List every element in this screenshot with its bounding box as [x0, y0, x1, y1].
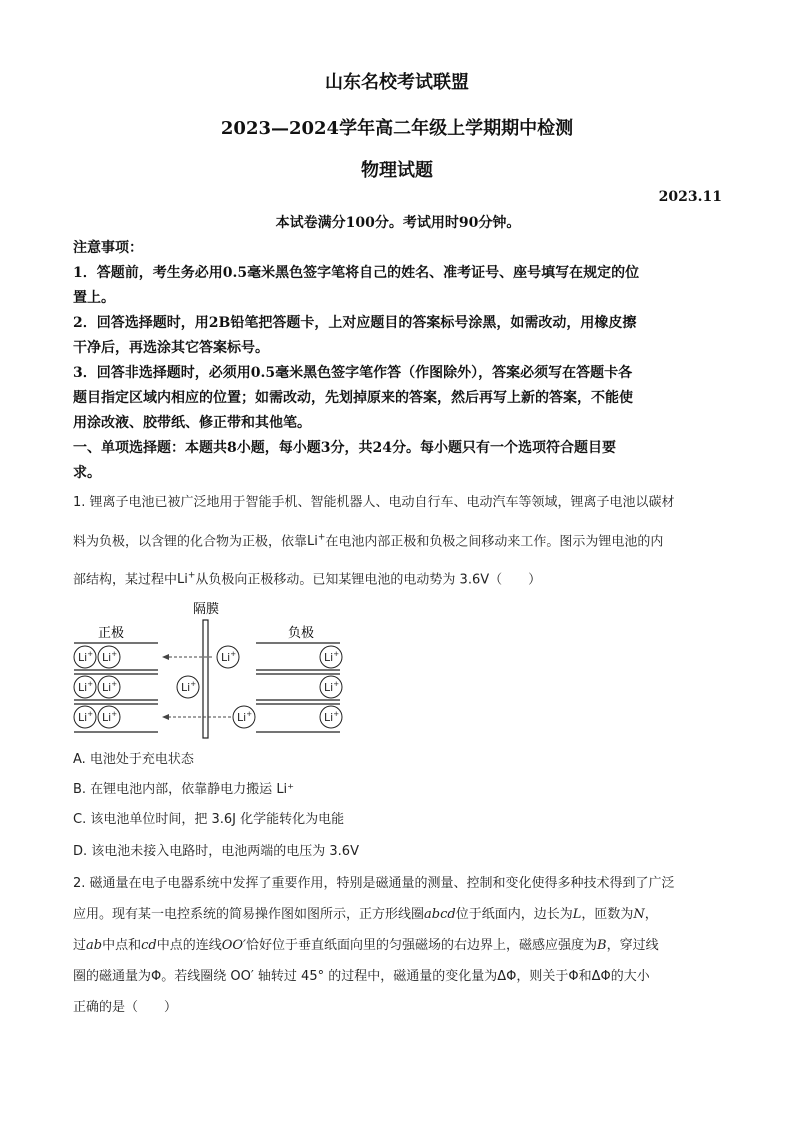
- q2-stem-line5: 正确的是（ ）: [73, 1000, 178, 1015]
- note-line: 干净后，再选涂其它答案标号。: [73, 340, 269, 356]
- q1-option-b: B. 在锂电池内部，依靠静电力搬运 Li⁺: [73, 782, 295, 797]
- q1-option-d: D. 该电池未接入电路时，电池两端的电压为 3.6V: [73, 844, 359, 859]
- note-line: 2．回答选择题时，用2B铅笔把答题卡，上对应题目的答案标号涂黑，如需改动，用橡皮擦: [73, 315, 637, 331]
- q2-stem-line4: 圈的磁通量为Φ。若线圈绕 OO′ 轴转过 45° 的过程中，磁通量的变化量为ΔΦ，则关于Φ和ΔΦ的大小: [73, 969, 650, 984]
- note-line: 题目指定区域内相应的位置；如需改动，先划掉原来的答案，然后再写上新的答案，不能使: [73, 390, 633, 406]
- text-run: 中点和: [102, 938, 142, 953]
- exam-info: 本试卷满分100分。考试用时90分钟。: [275, 215, 521, 231]
- li-ion-label: Li+: [237, 710, 253, 724]
- q2-stem-line1: 2. 磁通量在电子电器系统中发挥了重要作用，特别是磁通量的测量、控制和变化使得多种技术得到了广泛: [73, 876, 675, 891]
- li-ion-label: Li+: [324, 650, 340, 664]
- text-run: 恰好位于垂直纸面向里的匀强磁场的右边界上，磁感应强度为: [246, 938, 598, 953]
- q2-stem-line3: [73, 934, 723, 958]
- math-symbol: OO′: [221, 938, 247, 953]
- section-heading-cont: 求。: [73, 465, 101, 481]
- q1-stem-line2: 料为负极，以含锂的化合物为正极，依靠Li+在电池内部正极和负极之间移动来工作。图示为锂电池的内: [73, 533, 664, 550]
- positive-electrode-label: 正极: [98, 626, 125, 641]
- li-ion-label: Li+: [181, 680, 197, 694]
- li-ion-label: Li+: [102, 680, 118, 694]
- battery-structure-figure: [66, 596, 356, 742]
- math-symbol: N: [633, 907, 645, 922]
- li-ion-label: Li+: [324, 710, 340, 724]
- li-ion-label: Li+: [102, 650, 118, 664]
- q1-option-a: A. 电池处于充电状态: [73, 752, 194, 767]
- q1-stem-line1: 1. 锂离子电池已被广泛地用于智能手机、智能机器人、电动自行车、电动汽车等领域，锂离子电池以碳材: [73, 495, 675, 510]
- text-run: 应用。现有某一电控系统的简易操作图如图所示，正方形线圈: [73, 907, 425, 922]
- subject-title: 物理试题: [361, 160, 433, 181]
- math-symbol: L: [572, 907, 582, 922]
- note-line: 1．答题前，考生务必用0.5毫米黑色签字笔将自己的姓名、准考证号、座号填写在规定的位: [73, 265, 640, 281]
- li-ion-symbol: Li+: [307, 533, 326, 550]
- math-symbol: cd: [141, 938, 157, 953]
- math-symbol: abcd: [424, 907, 456, 922]
- li-ion-label: Li+: [78, 710, 94, 724]
- note-line: 用涂改液、胶带纸、修正带和其他笔。: [73, 415, 311, 431]
- exam-title: 2023—2024学年高二年级上学期期中检测: [220, 118, 574, 139]
- li-ion-symbol: Li+: [177, 571, 196, 588]
- exam-date: 2023.11: [658, 189, 722, 205]
- q1-option-c: C. 该电池单位时间，把 3.6J 化学能转化为电能: [73, 812, 345, 827]
- separator-label: 隔膜: [193, 602, 220, 617]
- li-ion-label: Li+: [102, 710, 118, 724]
- text-run: ，穿过线: [606, 938, 659, 953]
- text-run: 位于纸面内，边长为: [455, 907, 573, 922]
- li-ion-label: Li+: [221, 650, 237, 664]
- li-ion-label: Li+: [324, 680, 340, 694]
- section-heading: 一、单项选择题：本题共8小题，每小题3分，共24分。每小题只有一个选项符合题目要: [73, 440, 616, 456]
- note-line: 置上。: [73, 290, 115, 306]
- li-ion-label: Li+: [78, 680, 94, 694]
- text-run: 过: [73, 938, 87, 953]
- text-run: ，匝数为: [581, 907, 634, 922]
- org-title: 山东名校考试联盟: [325, 72, 469, 93]
- negative-electrode-label: 负极: [288, 626, 315, 641]
- separator-membrane: [203, 620, 208, 738]
- math-symbol: ab: [86, 938, 103, 953]
- note-line: 3．回答非选择题时，必须用0.5毫米黑色签字笔作答（作图除外），答案必须写在答题卡各: [73, 365, 633, 381]
- text-run: 中点的连线: [156, 938, 222, 953]
- q2-stem-line2: [73, 903, 723, 927]
- math-symbol: B: [597, 938, 607, 953]
- notes-heading: 注意事项：: [73, 240, 143, 256]
- li-ion-label: Li+: [78, 650, 94, 664]
- q1-stem-line3: 部结构，某过程中Li+从负极向正极移动。已知某锂电池的电动势为 3.6V（ ）: [73, 571, 542, 588]
- text-run: ，: [644, 907, 658, 922]
